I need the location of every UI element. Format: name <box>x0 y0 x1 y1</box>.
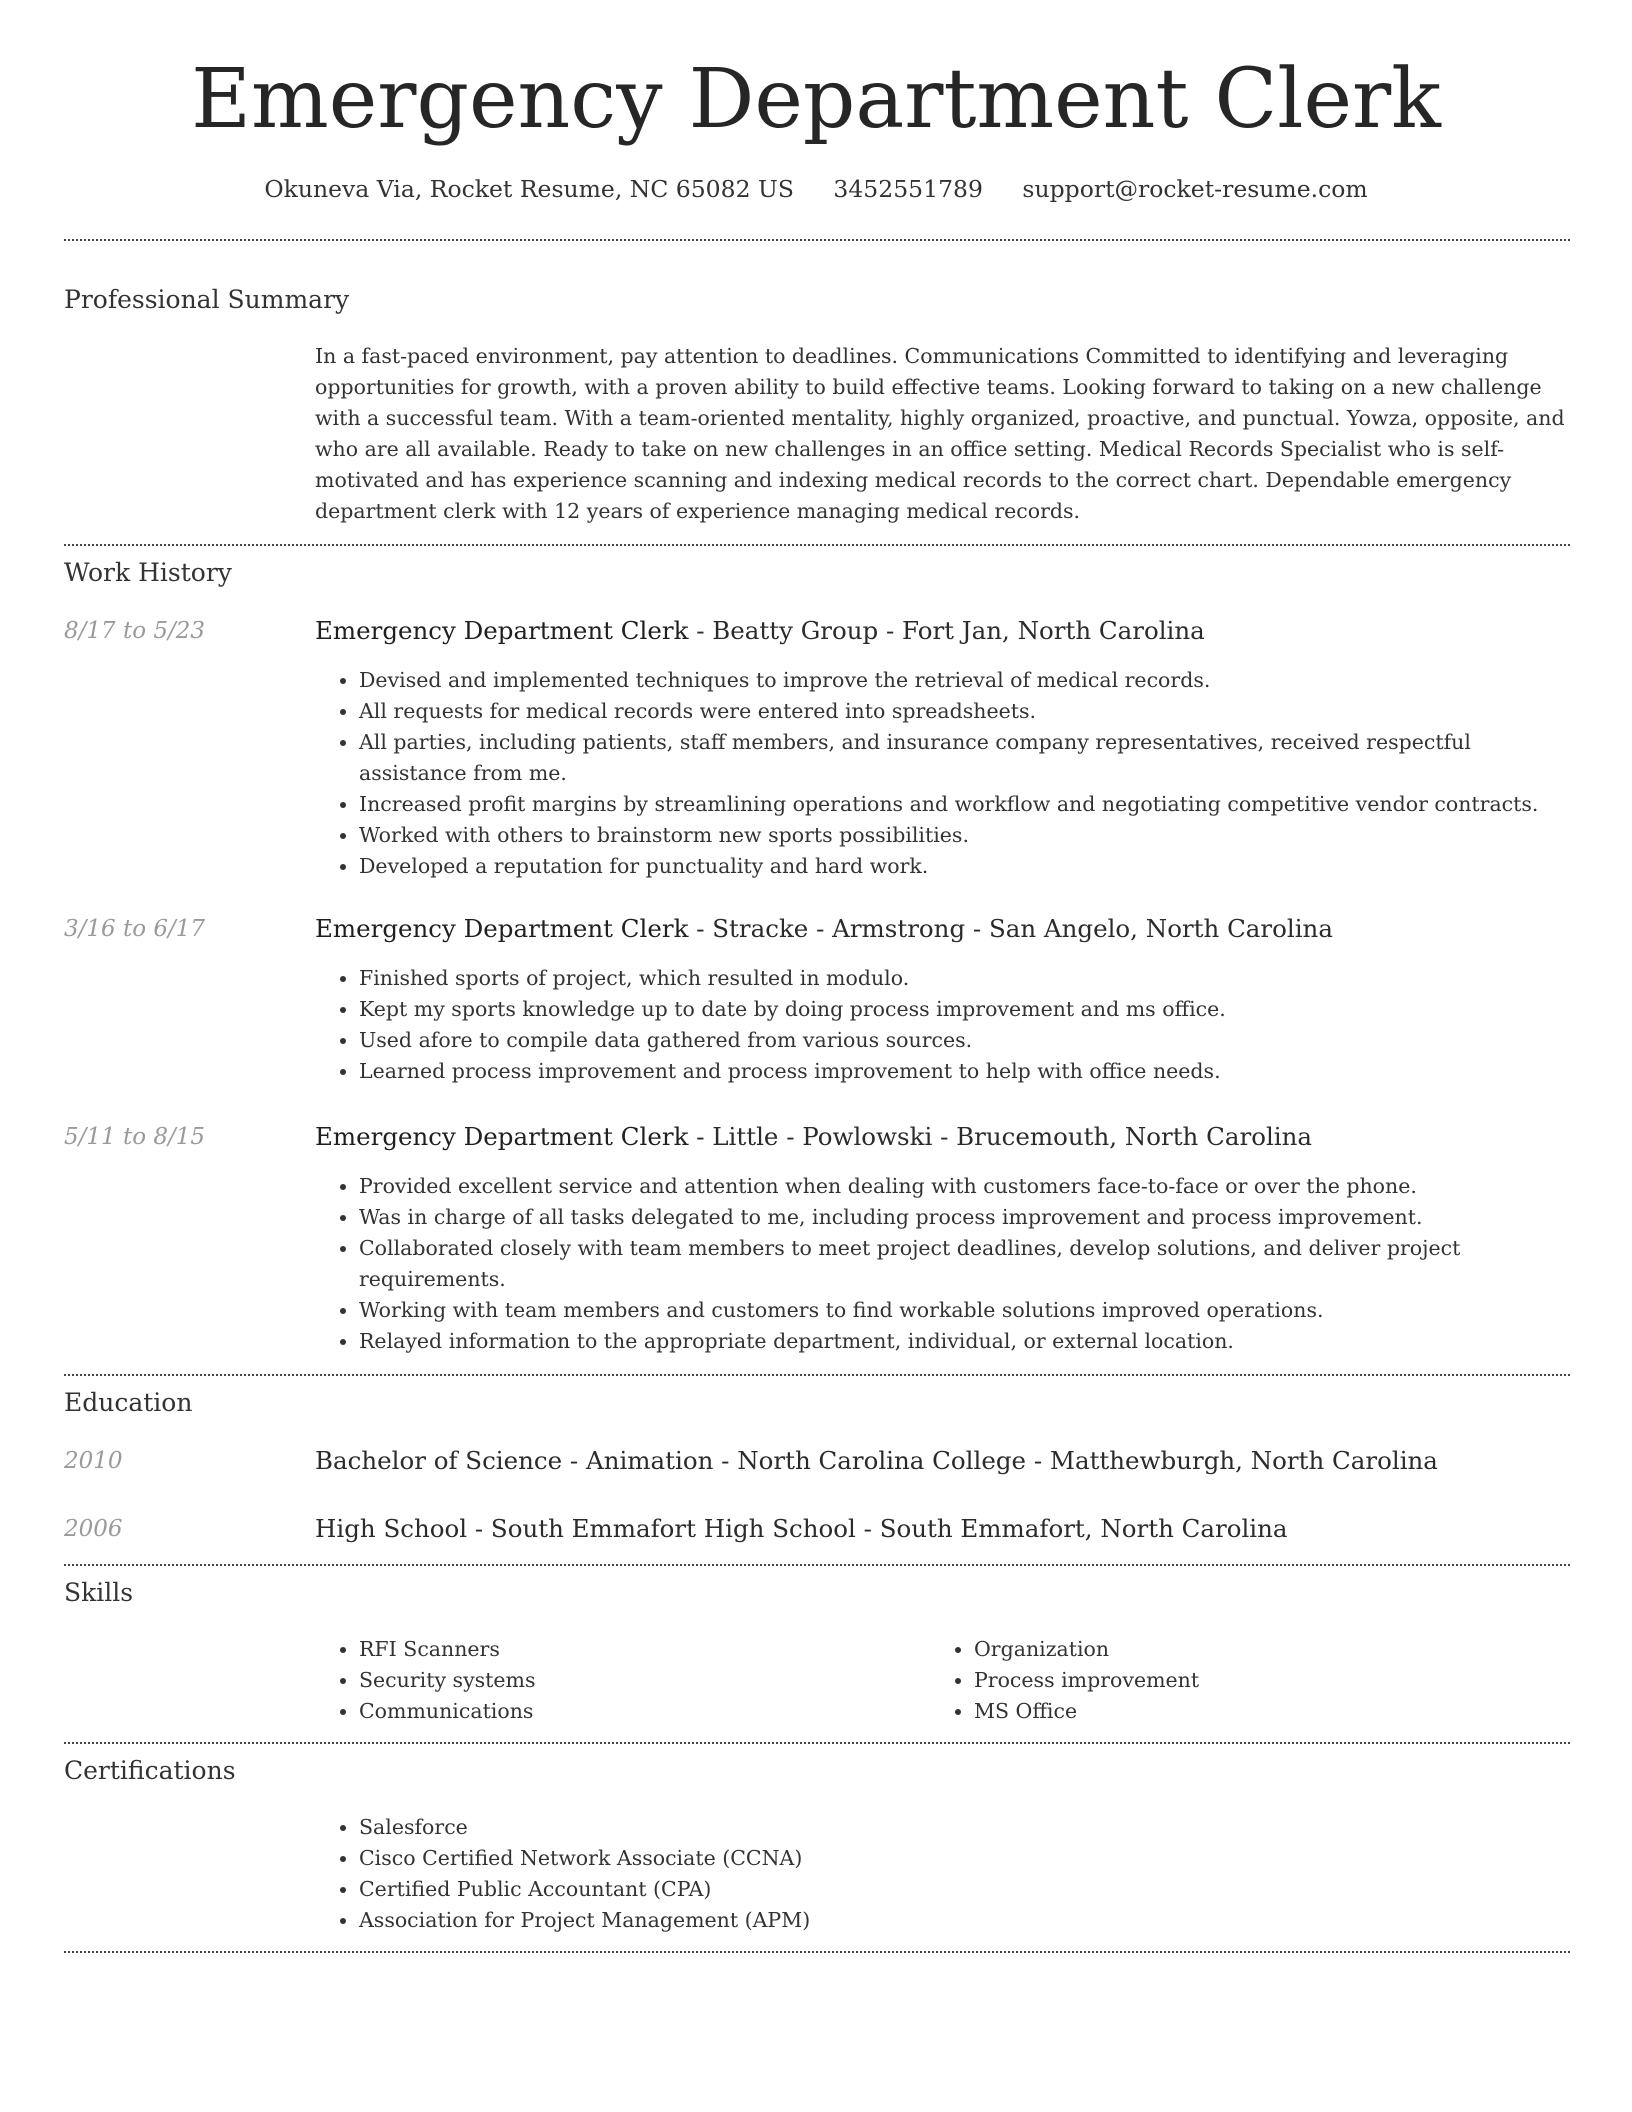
list-item: • Worked with others to brainstorm new sports possibilities. <box>359 820 1570 851</box>
list-item: • Developed a reputation for punctuality and hard work. <box>359 851 1570 882</box>
education-entry <box>315 1444 1438 1478</box>
list-item: • Certified Public Accountant (CPA) <box>359 1874 1570 1905</box>
job-employer: - Stracke - Armstrong - San Angelo, North Carolina <box>688 914 1333 943</box>
divider <box>64 1742 1570 1744</box>
list-item: • Working with team members and customers to find workable solutions improved operations. <box>359 1295 1570 1326</box>
skills-list-left <box>315 1634 915 1727</box>
skills-list-right <box>930 1634 1530 1727</box>
list-item: • Learned process improvement and process improvement to help with office needs. <box>359 1056 1570 1087</box>
job-bullets <box>315 963 1570 1087</box>
job-role: Emergency Department Clerk <box>315 914 689 943</box>
list-item: • Finished sports of project, which resulted in modulo. <box>359 963 1570 994</box>
divider <box>64 1564 1570 1566</box>
job-bullets <box>315 1171 1570 1357</box>
education-degree: High School <box>315 1514 468 1543</box>
summary-text: In a fast-paced environment, pay attention to deadlines. Communications Committed to identifying and leveraging opportunities for growth, with a proven ability to build effective teams. Looking forward to taking on a new challenge with a successful team. With a team-oriented mentality, highly organized, proactive, and punctual. Yowza, opposite, and who are all available. Ready to take on new challenges in an office setting. Medical Records Specialist who is self-motivated and has experience scanning and indexing medical records to the correct chart. Dependable emergency department clerk with 12 years of experience managing medical records. <box>315 344 1565 523</box>
job-bullets <box>315 665 1570 882</box>
list-item: • Devised and implemented techniques to improve the retrieval of medical records. <box>359 665 1570 696</box>
divider <box>64 544 1570 546</box>
certifications-list <box>315 1812 1570 1936</box>
divider <box>64 239 1570 241</box>
section-title-summary: Professional Summary <box>64 285 350 314</box>
job-dates: 3/16 to 6/17 <box>64 916 206 942</box>
job-employer: - Little - Powlowski - Brucemouth, North Carolina <box>688 1122 1312 1151</box>
list-item: • Association for Project Management (APM) <box>359 1905 1570 1936</box>
education-year: 2006 <box>64 1516 123 1542</box>
list-item: • Relayed information to the appropriate department, individual, or external location. <box>359 1326 1570 1357</box>
section-title-work: Work History <box>64 558 232 587</box>
job-role: Emergency Department Clerk <box>315 616 689 645</box>
list-item: • Process improvement <box>974 1665 1530 1696</box>
contact-line <box>0 170 1632 208</box>
education-entry <box>315 1512 1288 1546</box>
contact-address: Okuneva Via, Rocket Resume, NC 65082 US <box>264 175 794 203</box>
list-item: • Kept my sports knowledge up to date by doing process improvement and ms office. <box>359 994 1570 1025</box>
list-item: • RFI Scanners <box>359 1634 915 1665</box>
list-item: • Cisco Certified Network Associate (CCNA) <box>359 1843 1570 1874</box>
education-degree: Bachelor of Science - Animation <box>315 1446 714 1475</box>
list-item: • Provided excellent service and attention when dealing with customers face-to-face or over the phone. <box>359 1171 1570 1202</box>
education-school: - North Carolina College - Matthewburgh, North Carolina <box>713 1446 1438 1475</box>
divider <box>64 1951 1570 1953</box>
list-item: • Security systems <box>359 1665 915 1696</box>
job-role: Emergency Department Clerk <box>315 1122 689 1151</box>
list-item: • All parties, including patients, staff members, and insurance company representatives, received respectful assistance from me. <box>359 727 1570 789</box>
job-dates: 8/17 to 5/23 <box>64 618 206 644</box>
list-item: • Collaborated closely with team members to meet project deadlines, develop solutions, and deliver project requirements. <box>359 1233 1570 1295</box>
job-title <box>315 912 1333 946</box>
divider <box>64 1374 1570 1376</box>
job-dates: 5/11 to 8/15 <box>64 1124 206 1150</box>
list-item: • Salesforce <box>359 1812 1570 1843</box>
list-item: • Organization <box>974 1634 1530 1665</box>
job-title <box>315 1120 1312 1154</box>
education-school: - South Emmafort High School - South Emmafort, North Carolina <box>467 1514 1288 1543</box>
education-year: 2010 <box>64 1448 123 1474</box>
section-title-skills: Skills <box>64 1578 134 1607</box>
job-employer: - Beatty Group - Fort Jan, North Carolina <box>688 616 1205 645</box>
resume-name: Emergency Department Clerk <box>191 52 1441 147</box>
list-item: • MS Office <box>974 1696 1530 1727</box>
contact-email: support@rocket-resume.com <box>1022 175 1368 203</box>
list-item: • Increased profit margins by streamlining operations and workflow and negotiating competitive vendor contracts. <box>359 789 1570 820</box>
list-item: • Was in charge of all tasks delegated to me, including process improvement and process improvement. <box>359 1202 1570 1233</box>
list-item: • Communications <box>359 1696 915 1727</box>
list-item: • All requests for medical records were entered into spreadsheets. <box>359 696 1570 727</box>
job-title <box>315 614 1205 648</box>
list-item: • Used afore to compile data gathered from various sources. <box>359 1025 1570 1056</box>
section-title-education: Education <box>64 1388 193 1417</box>
section-title-certifications: Certifications <box>64 1756 236 1785</box>
contact-phone: 3452551789 <box>833 175 983 203</box>
